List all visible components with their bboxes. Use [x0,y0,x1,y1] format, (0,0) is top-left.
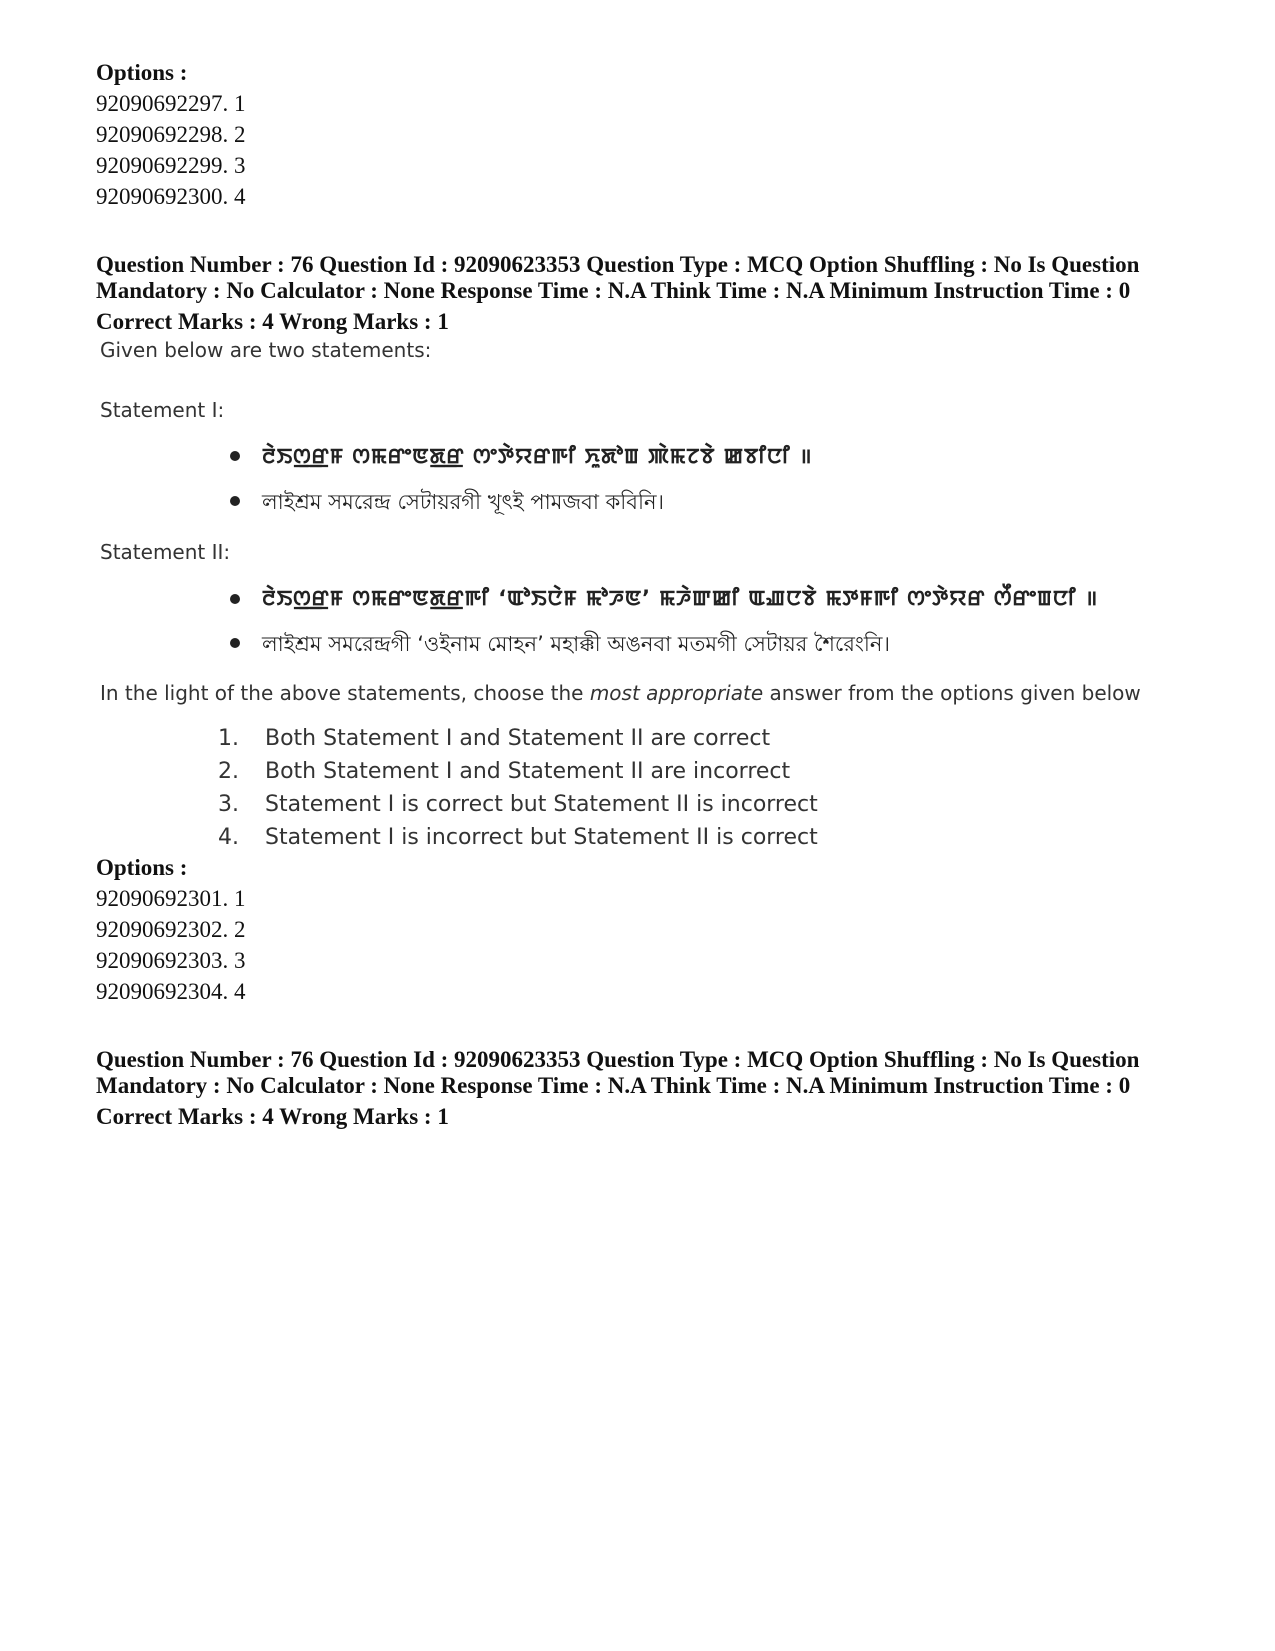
question-intro: Given below are two statements: [100,338,432,362]
choice-text: Statement I is correct but Statement II is incorrect [265,792,818,817]
question-meta-line-2: Mandatory : No Calculator : None Response Time : N.A Think Time : N.A Minimum Instruction Time : 0 [96,278,1131,303]
choice-text: Both Statement I and Statement II are correct [265,726,771,751]
option-item: 92090692301. 1 [96,886,246,911]
question-marks: Correct Marks : 4 Wrong Marks : 1 [96,309,449,334]
options-heading: Options : [96,60,188,85]
statement-2-meitei-text: ꯂꯥꯏꯁ꯭ꯔꯝ ꯁꯃꯔꯦꯟꯗ꯭ꯔꯒꯤ ‘ꯑꯣꯏꯅꯥꯝ ꯃꯣꯍꯟ’ ꯃꯍꯥꯛꯀꯤ ꯑꯉꯅꯕꯥ ꯃꯇꯝꯒꯤ ꯁꯦꯇꯥꯌꯔ ꯁꯩꯔꯦꯡꯅꯤ ॥ [262,586,1099,610]
instruction-text: In the light of the above statements, choose the [100,681,590,705]
choice-number: 2. [218,759,239,784]
option-item: 92090692299. 3 [96,153,246,178]
bullet-icon [230,451,240,461]
bullet-icon [230,594,240,604]
question-meta [96,1047,1206,1099]
statement-2-bengali-text: লাইশ্রম সমরেন্দ্রগী ‘ওইনাম মোহন’ মহাক্কী অঙনবা মতমগী সেটায়র শৈরেংনি। [262,632,890,656]
question-meta-line-1: Question Number : 76 Question Id : 92090623353 Question Type : MCQ Option Shuffling : No Is Question [96,252,1140,277]
option-item: 92090692298. 2 [96,122,246,147]
choice-number: 4. [218,825,239,850]
bullet-icon [230,496,240,506]
question-meta [96,252,1206,304]
option-item: 92090692303. 3 [96,948,246,973]
instruction-text: answer from the options given below [763,681,1141,705]
options-heading: Options : [96,855,188,880]
question-marks: Correct Marks : 4 Wrong Marks : 1 [96,1104,449,1129]
bullet-icon [230,638,240,648]
statement-1-bengali-text: লাইশ্রম সমরেন্দ্র সেটায়রগী খূৎই পামজবা কবিনি। [262,490,665,514]
statement-1-label: Statement I: [100,398,225,422]
question-meta-line-2: Mandatory : No Calculator : None Response Time : N.A Think Time : N.A Minimum Instruction Time : 0 [96,1073,1131,1098]
statement-1-meitei-text: ꯂꯥꯏꯁ꯭ꯔꯝ ꯁꯃꯔꯦꯟꯗ꯭ꯔ ꯁꯦꯇꯥꯌꯔꯒꯤ ꯈꯨꯗꯣꯡ ꯄꯥꯃꯖꯕꯥ ꯀꯕꯤꯅꯤ ॥ [262,444,813,468]
option-item: 92090692300. 4 [96,184,246,209]
option-item: 92090692304. 4 [96,979,246,1004]
choice-text: Both Statement I and Statement II are incorrect [265,759,791,784]
question-instruction [100,681,1141,705]
question-meta-line-1: Question Number : 76 Question Id : 92090623353 Question Type : MCQ Option Shuffling : No Is Question [96,1047,1140,1072]
choice-number: 3. [218,792,239,817]
choice-number: 1. [218,726,239,751]
option-item: 92090692302. 2 [96,917,246,942]
statement-2-label: Statement II: [100,540,231,564]
option-item: 92090692297. 1 [96,91,246,116]
instruction-emphasis: most appropriate [589,681,764,705]
choice-text: Statement I is incorrect but Statement II is correct [265,825,818,850]
